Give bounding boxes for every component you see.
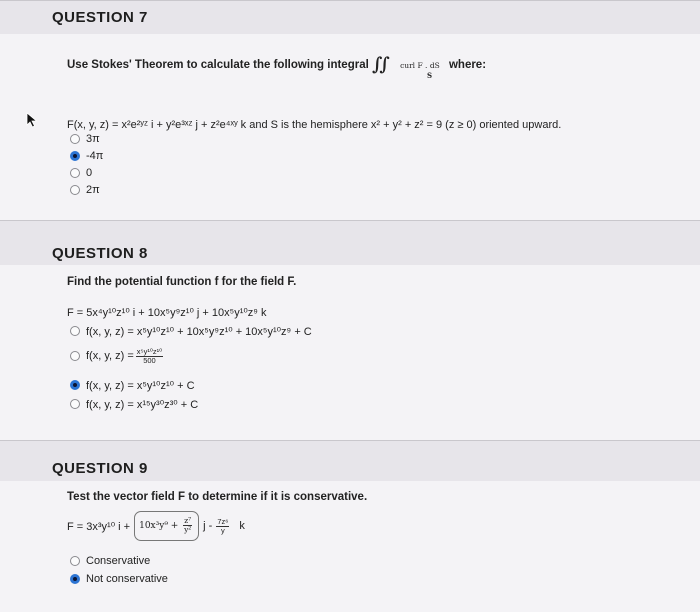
q7-integrand: curl F . dS bbox=[400, 61, 440, 70]
q7-title: QUESTION 7 bbox=[52, 9, 148, 26]
q7-radio-2[interactable] bbox=[70, 151, 80, 161]
q8-option-4-label: f(x, y, z) = x¹⁵y³⁰z³⁰ + C bbox=[86, 398, 199, 411]
q8-prompt: Find the potential function f for the field F. bbox=[67, 276, 297, 288]
q8-field-text: F = 5x⁴y¹⁰z¹⁰ i + 10x⁵y⁹z¹⁰ j + 10x⁵y¹⁰z⁹ k bbox=[67, 307, 267, 319]
q8-body bbox=[0, 265, 700, 440]
q7-option-4-label: 2π bbox=[86, 184, 100, 196]
q8-title: QUESTION 8 bbox=[52, 245, 148, 262]
q7-body bbox=[0, 34, 700, 220]
q9-paren-frac-num: z⁷ bbox=[184, 516, 192, 525]
q9-body bbox=[0, 481, 700, 612]
q9-field bbox=[67, 511, 245, 541]
q7-option-2-label: -4π bbox=[86, 150, 104, 162]
q7-radio-4[interactable] bbox=[70, 185, 80, 195]
q9-paren-term: 10x³y⁹ + bbox=[139, 521, 179, 531]
q7-field-text: F(x, y, z) = x²e²ʸᶻ i + y²e³ˣᶻ j + z²e⁴ˣʸ k and S is the hemisphere x² + y² + z² = 9 (z ≥ 0) oriented upward. bbox=[67, 119, 562, 131]
q8-radio-3[interactable] bbox=[70, 380, 80, 390]
q8-option-2-label: f(x, y, z) = bbox=[86, 350, 134, 362]
q7-option-2[interactable] bbox=[70, 149, 103, 163]
q9-k: k bbox=[239, 520, 245, 532]
q7-prompt-text: Use Stokes' Theorem to calculate the following integral bbox=[67, 59, 369, 71]
q7-option-4[interactable] bbox=[70, 183, 100, 197]
q9-prompt: Test the vector field F to determine if it is conservative. bbox=[67, 491, 368, 503]
q7-radio-1[interactable] bbox=[70, 134, 80, 144]
q9-title: QUESTION 9 bbox=[52, 460, 148, 477]
q7-option-1[interactable] bbox=[70, 132, 100, 146]
q8-option-2[interactable] bbox=[70, 346, 165, 365]
q8-option-3[interactable] bbox=[70, 378, 195, 392]
q8-option-1-label: f(x, y, z) = x⁵y¹⁰z¹⁰ + 10x⁵y⁹z¹⁰ + 10x⁵y¹⁰z⁹ + C bbox=[86, 325, 312, 338]
q9-paren-fraction bbox=[183, 517, 192, 534]
q7-where: where: bbox=[448, 59, 487, 71]
q9-k-fraction bbox=[216, 518, 229, 535]
q9-header bbox=[0, 440, 700, 482]
q7-prompt bbox=[67, 52, 486, 73]
q8-radio-4[interactable] bbox=[70, 399, 80, 409]
q8-option-1[interactable] bbox=[70, 324, 312, 338]
q8-option-4[interactable] bbox=[70, 397, 198, 411]
q8-radio-1[interactable] bbox=[70, 326, 80, 336]
integral-symbol: ∫∫ bbox=[372, 54, 387, 75]
q7-radio-3[interactable] bbox=[70, 168, 80, 178]
q9-k-frac-den: y bbox=[220, 525, 225, 535]
q8-option-3-label: f(x, y, z) = x⁵y¹⁰z¹⁰ + C bbox=[86, 379, 195, 392]
q9-k-frac-num: 7z⁶ bbox=[217, 516, 229, 526]
q8-frac-numerator: x⁵y¹⁰z¹⁰ bbox=[136, 346, 163, 356]
cursor-arrow-icon bbox=[26, 112, 38, 133]
integral-subscript: S bbox=[427, 71, 433, 80]
q9-option-1-label: Conservative bbox=[86, 555, 151, 567]
q9-f-start: F = 3x³y¹⁰ i + bbox=[67, 520, 131, 533]
q9-radio-1[interactable] bbox=[70, 556, 80, 566]
q8-frac-denominator: 500 bbox=[143, 355, 156, 365]
q8-header bbox=[0, 220, 700, 266]
q9-radio-2[interactable] bbox=[70, 574, 80, 584]
q9-option-2-label: Not conservative bbox=[86, 573, 168, 585]
q9-option-2[interactable] bbox=[70, 572, 168, 586]
q9-option-1[interactable] bbox=[70, 554, 150, 568]
q9-paren-frac-den: y² bbox=[184, 525, 192, 534]
q8-option-2-fraction bbox=[136, 348, 163, 365]
q7-option-3[interactable] bbox=[70, 166, 92, 180]
q9-j-minus: j - bbox=[203, 520, 213, 532]
q7-header bbox=[0, 0, 700, 35]
q7-option-1-label: 3π bbox=[86, 133, 100, 145]
q9-paren-group bbox=[134, 511, 199, 541]
q8-radio-2[interactable] bbox=[70, 351, 80, 361]
q7-option-3-label: 0 bbox=[86, 167, 93, 179]
